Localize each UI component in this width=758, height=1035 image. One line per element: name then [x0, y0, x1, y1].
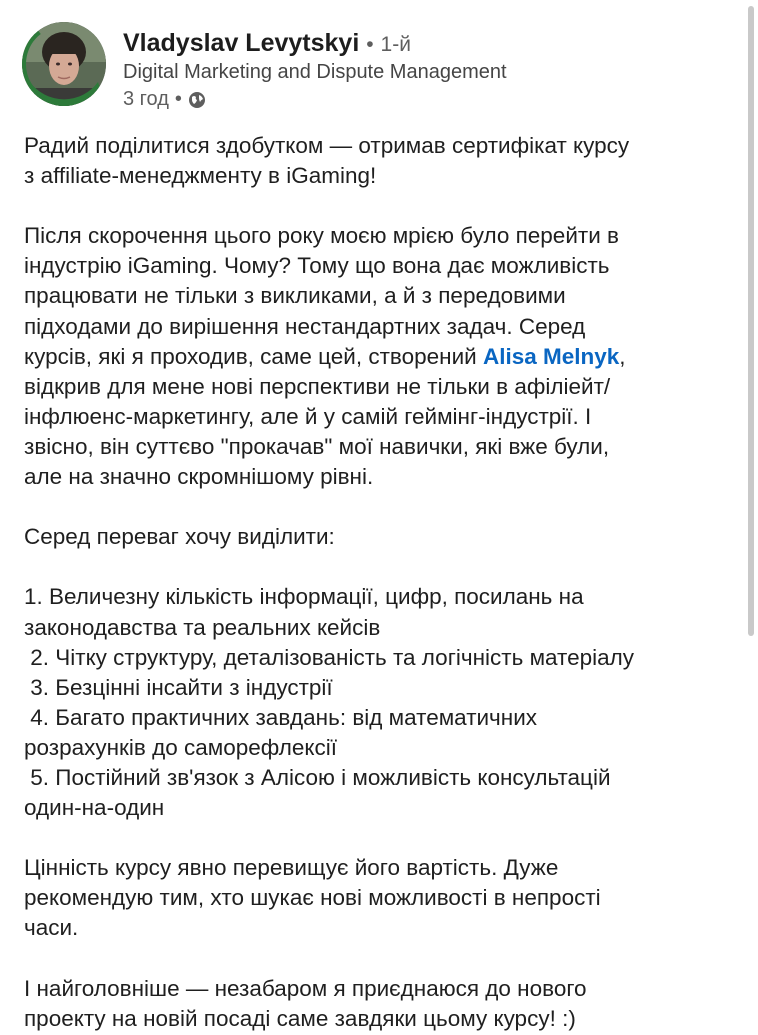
body-line: часи.: [24, 915, 79, 941]
list-item: розрахунків до саморефлексії: [24, 734, 338, 760]
author-name[interactable]: Vladyslav Levytskyi: [123, 29, 360, 57]
avatar[interactable]: [22, 22, 106, 106]
body-line: Цінність курсу явно перевищує його вартість. Дуже: [24, 855, 559, 881]
author-headline: Digital Marketing and Dispute Management: [123, 61, 507, 83]
globe-icon: [188, 90, 206, 108]
body-line: з affiliate-менеджменту в iGaming!: [24, 163, 377, 189]
body-text-fragment: ,: [619, 343, 626, 369]
author-line: [123, 28, 411, 60]
body-line: проекту на новій посаді саме завдяки цьому курсу! :): [24, 1005, 576, 1031]
body-line: Радий поділитися здобутком — отримав сертифікат курсу: [24, 133, 630, 158]
body-line: інфлюенс-маркетингу, але й у самій геймінг-індустрії. І: [24, 403, 592, 429]
list-item: 5. Постійний зв'язок з Алісою і можливість консультацій: [24, 764, 611, 790]
body-line: відкрив для мене нові перспективи не тільки в афіліейт/: [24, 373, 611, 399]
body-line: рекомендую тим, хто шукає нові можливості в непрості: [24, 885, 601, 911]
body-line: підходами до вирішення нестандартних задач. Серед: [24, 313, 586, 339]
list-item: 4. Багато практичних завдань: від математичних: [24, 704, 538, 730]
scrollbar[interactable]: [748, 6, 754, 636]
meta-separator: •: [174, 88, 182, 110]
post-header: [22, 22, 722, 112]
list-item: один-на-один: [24, 795, 165, 821]
post-meta: [123, 86, 206, 112]
body-line: працювати не тільки з викликами, а й з передовими: [24, 283, 566, 309]
body-line: І найголовніше — незабаром я приєднаюся до нового: [24, 975, 587, 1001]
avatar-photo: [22, 22, 106, 106]
list-item: 2. Чітку структуру, деталізованість та логічність матеріалу: [24, 644, 635, 670]
body-line: але на значно скромнішому рівні.: [24, 464, 374, 490]
body-line-with-mention: [24, 342, 740, 372]
list-item: 1. Величезну кількість інформації, цифр, посилань на: [24, 584, 584, 610]
body-line: звісно, він суттєво "прокачав" мої навички, які вже були,: [24, 433, 610, 459]
connection-degree: 1-й: [380, 33, 411, 56]
body-text-fragment: курсів, які я проходив, саме цей, створений: [24, 343, 483, 369]
post-body: [24, 131, 740, 1034]
body-line: індустрію iGaming. Чому? Тому що вона дає можливість: [24, 253, 610, 279]
author-separator: •: [366, 33, 374, 56]
body-line: Після скорочення цього року моєю мрією було перейти в: [24, 223, 619, 249]
list-item: 3. Безцінні інсайти з індустрії: [24, 674, 333, 700]
list-item: законодавства та реальних кейсів: [24, 614, 381, 640]
mention-link[interactable]: Alisa Melnyk: [482, 343, 620, 369]
body-line: Серед переваг хочу виділити:: [24, 524, 335, 550]
post-time: 3 год: [123, 88, 169, 110]
